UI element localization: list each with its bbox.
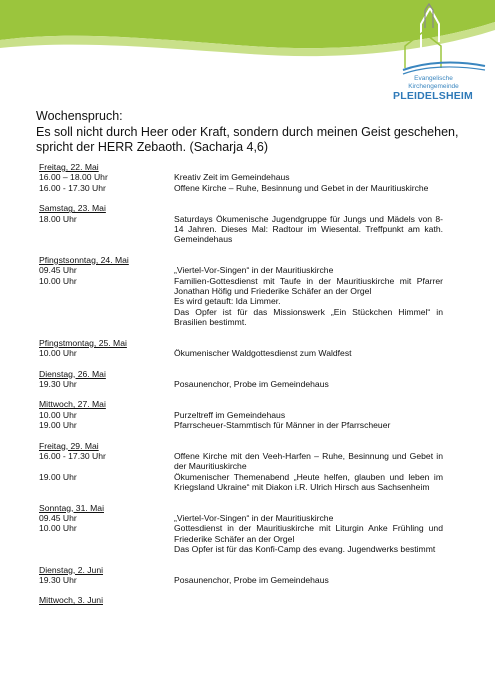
event-time [39,296,174,306]
event-description: „Viertel-Vor-Singen“ in der Mauritiuskirche [174,512,334,523]
day-block [39,565,443,586]
event-row [39,296,443,306]
day-heading: Dienstag, 26. Mai [39,368,106,379]
header-banner [0,0,495,105]
event-description: Ökumenischer Themenabend „Heute helfen, glauben und leben im Kriegsland Ukraine“ mit Diakon i.R. Ulrich Hirsch aus Sachsenheim [174,471,443,493]
event-row [39,472,443,493]
event-row [39,214,443,245]
day-heading: Dienstag, 2. Juni [39,564,104,575]
event-row [39,348,443,358]
event-description: Purzeltreff im Gemeindehaus [174,409,286,420]
event-time: 19.30 Uhr [39,378,77,389]
event-description: Saturdays Ökumenische Jugendgruppe für Jungs und Mädels von 8-14 Jahren. Dieses Mal: Radtour im Wiesental. Treffpunkt am kath. Gemeindehaus [174,213,443,245]
day-heading: Pfingstmontag, 25. Mai [39,337,127,348]
church-logo-icon [385,2,495,82]
event-row [39,451,443,472]
event-row [39,410,443,420]
event-time: 10.00 Uhr [39,523,77,534]
event-row [39,379,443,389]
event-description: Es wird getauft: Ida Limmer. [174,296,281,307]
day-heading: Freitag, 22. Mai [39,162,99,172]
event-description: Ökumenischer Waldgottesdienst zum Waldfest [174,348,352,359]
event-row [39,265,443,275]
day-block [39,595,443,605]
logo-line-1: Evangelische [414,75,453,82]
event-description: Familien-Gottesdienst mit Taufe in der Mauritiuskirche mit Pfarrer Jonathan Höfig und Friederike Schäfer an der Orgel [174,275,443,297]
event-description: „Viertel-Vor-Singen“ in der Mauritiuskirche [174,265,334,276]
day-block [39,441,443,493]
event-time: 10.00 Uhr [39,275,77,286]
event-row [39,183,443,193]
event-row [39,544,443,554]
day-block [39,203,443,245]
event-row [39,523,443,544]
wochenspruch-text: Es soll nicht durch Heer oder Kraft, sondern durch meinen Geist geschehen, spricht der HERR Zebaoth. (Sacharja 4,6) [36,124,459,154]
event-description: Posaunenchor, Probe im Gemeindehaus [174,575,329,585]
event-row [39,276,443,297]
event-description: Offene Kirche mit den Veeh-Harfen – Ruhe, Besinnung und Gebet in der Mauritiuskirche [174,450,443,472]
event-time: 10.00 Uhr [39,348,77,359]
day-heading: Samstag, 23. Mai [39,203,106,214]
event-description: Offene Kirche – Ruhe, Besinnung und Gebet in der Mauritiuskirche [174,182,429,193]
logo-line-2: Kirchengemeinde [408,82,459,90]
day-block [39,162,443,193]
schedule [39,162,443,616]
day-block [39,338,443,359]
event-row [39,575,443,585]
event-time [39,307,174,328]
day-block [39,255,443,328]
day-heading: Mittwoch, 27. Mai [39,399,106,410]
day-heading: Sonntag, 31. Mai [39,502,104,513]
event-time: 16.00 - 17.30 Uhr [39,182,106,193]
event-row [39,307,443,328]
wochenspruch-title: Wochenspruch: [36,109,123,123]
logo-name: PLEIDELSHEIM [393,90,473,102]
event-description: Gottesdienst in der Mauritiuskirche mit Liturgin Anke Frühling und Friederike Schäfer an der Orgel [174,523,443,544]
event-time: 19.00 Uhr [39,420,77,431]
event-time: 18.00 Uhr [39,213,77,224]
event-description: Kreativ Zeit im Gemeindehaus [174,172,290,183]
day-heading: Pfingstsonntag, 24. Mai [39,254,129,265]
logo-subtitle [386,75,481,90]
event-row [39,420,443,430]
day-block [39,399,443,430]
event-time: 19.00 Uhr [39,471,77,482]
day-heading: Freitag, 29. Mai [39,440,99,451]
event-time: 09.45 Uhr [39,265,77,276]
day-block [39,503,443,555]
event-time [39,544,174,554]
event-time: 16.00 – 18.00 Uhr [39,172,108,183]
event-time: 09.45 Uhr [39,512,77,523]
event-row [39,513,443,523]
event-time: 16.00 - 17.30 Uhr [39,450,106,461]
event-description: Das Opfer ist für das Missionswerk „Ein Stückchen Himmel“ in Brasilien bestimmt. [174,306,443,328]
event-description: Das Opfer ist für das Konfi-Camp des evang. Jugendwerks bestimmt [174,544,436,555]
event-time: 19.30 Uhr [39,575,77,585]
event-description: Pfarrscheuer-Stammtisch für Männer in der Pfarrscheuer [174,420,391,431]
day-heading: Mittwoch, 3. Juni [39,595,103,606]
event-description: Posaunenchor, Probe im Gemeindehaus [174,378,329,389]
wochenspruch [36,109,476,156]
event-time: 10.00 Uhr [39,409,77,420]
day-block [39,369,443,390]
event-row [39,172,443,182]
